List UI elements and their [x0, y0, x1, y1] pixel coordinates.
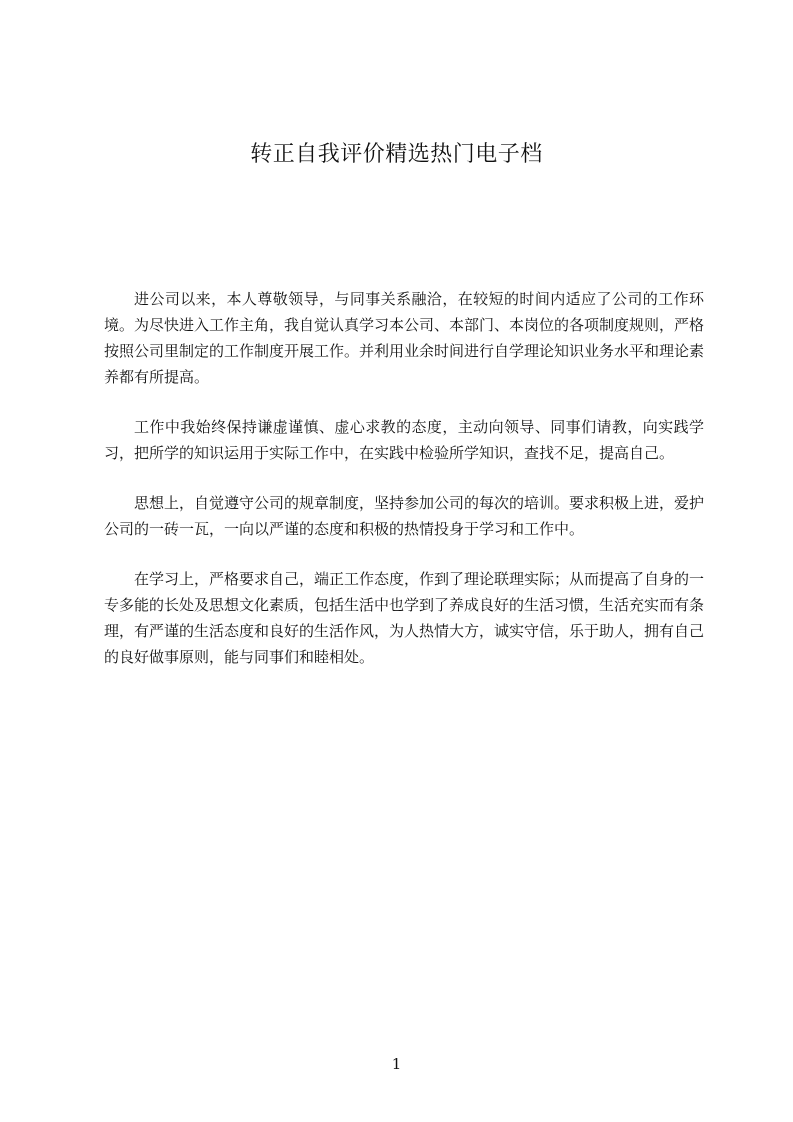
paragraph-1: 进公司以来，本人尊敬领导，与同事关系融洽，在较短的时间内适应了公司的工作环境。为尽快进入工作主角，我自觉认真学习本公司、本部门、本岗位的各项制度规则，严格按照公司里制定的工作制度开展工作。并利用业余时间进行自学理论知识业务水平和理论素养都有所提高。 — [104, 290, 705, 386]
document-title: 转正自我评价精选热门电子档 — [250, 142, 543, 167]
page-number: 1 — [391, 1055, 402, 1073]
paragraph-3: 思想上，自觉遵守公司的规章制度，坚持参加公司的每次的培训。要求积极上进，爱护公司的一砖一瓦，一向以严谨的态度和积极的热情投身于学习和工作中。 — [104, 494, 705, 538]
document-body — [104, 286, 704, 694]
paragraph-4: 在学习上，严格要求自己，端正工作态度，作到了理论联理实际；从而提高了自身的一专多能的长处及思想文化素质，包括生活中也学到了养成良好的生活习惯，生活充实而有条理，有严谨的生活态度和良好的生活作风，为人热情大方，诚实守信，乐于助人，拥有自己的良好做事原则，能与同事们和睦相处。 — [104, 570, 705, 666]
paragraph-2: 工作中我始终保持谦虚谨慎、虚心求教的态度，主动向领导、同事们请教，向实践学习，把所学的知识运用于实际工作中，在实践中检验所学知识，查找不足，提高自己。 — [104, 418, 704, 462]
